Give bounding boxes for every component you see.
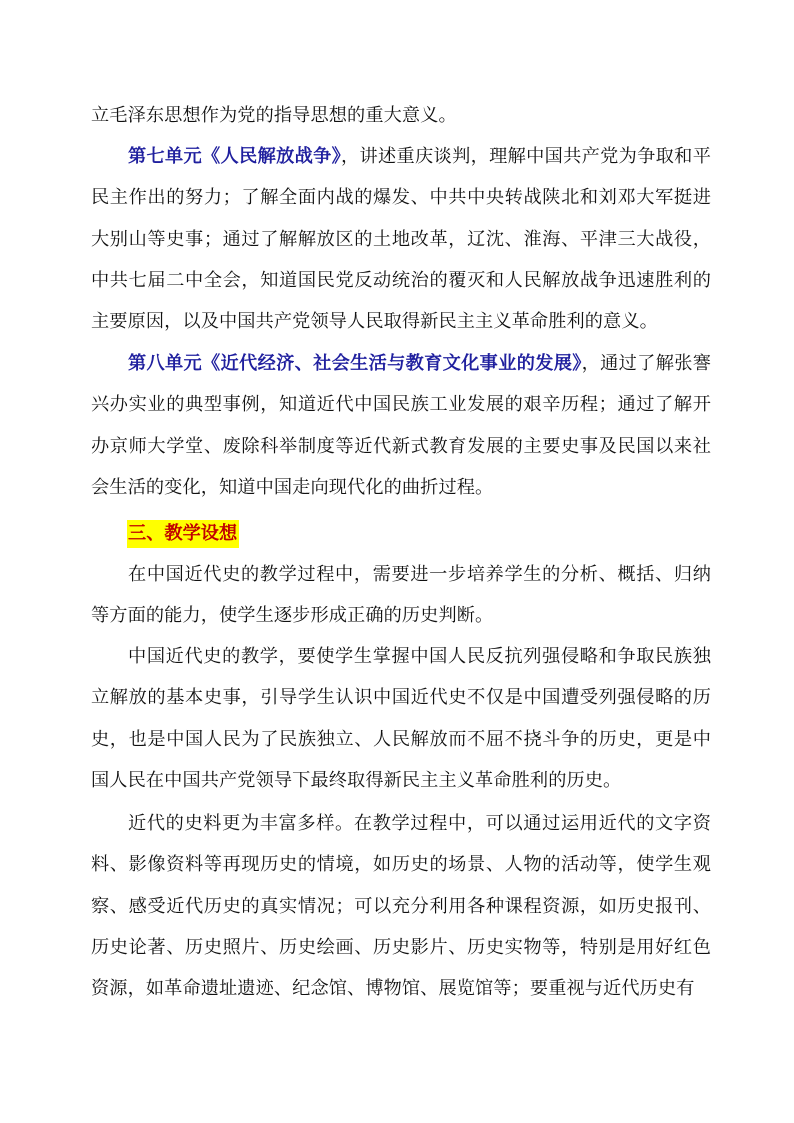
unit-seven-text: ，讲述重庆谈判，理解中国共产党为争取和平民主作出的努力；了解全面内战的爆发、中共中央转战陕北和刘邓大军挺进大别山等史事；通过了解解放区的土地改革，辽沈、淮海、平津三大战役，中共七届二中全会，知道国民党反动统治的覆灭和人民解放战争迅速胜利的主要原因，以及中国共产党领导人民取得新民主主义革命胜利的意义。 [91, 146, 711, 333]
paragraph-historical-sources: 近代的史料更为丰富多样。在教学过程中，可以通过运用近代的文字资料、影像资料等再现历史的情境，如历史的场景、人物的活动等，使学生观察、感受近代历史的真实情况；可以充分利用各种课程资源，如历史报刊、历史论著、历史照片、历史绘画、历史影片、历史实物等，特别是用好红色资源，如革命遗址遗迹、纪念馆、博物馆、展览馆等；要重视与近代历史有 [91, 813, 711, 1000]
paragraph-modern-history-teaching: 中国近代史的教学，要使学生掌握中国人民反抗列强侵略和争取民族独立解放的基本史事，引导学生认识中国近代史不仅是中国遭受列强侵略的历史，也是中国人民为了民族独立、人民解放而不屈不挠斗争的历史，更是中国人民在中国共产党领导下最终取得新民主主义革命胜利的历史。 [91, 646, 711, 791]
paragraph-unit-eight [91, 343, 711, 508]
unit-eight-heading: 第八单元《近代经济、社会生活与教育文化事业的发展》 [128, 353, 582, 374]
paragraph-continuation: 立毛泽东思想作为党的指导思想的重大意义。 [91, 105, 457, 126]
section-heading-teaching-ideas: 三、教学设想 [127, 520, 239, 548]
paragraph-teaching-process: 在中国近代史的教学过程中，需要进一步培养学生的分析、概括、归纳等方面的能力，使学生逐步形成正确的历史判断。 [91, 564, 711, 627]
paragraph-unit-seven [91, 136, 711, 342]
unit-eight-text: ，通过了解张謇兴办实业的典型事例，知道近代中国民族工业发展的艰辛历程；通过了解开办京师大学堂、废除科举制度等近代新式教育发展的主要史事及民国以来社会生活的变化，知道中国走向现代化的曲折过程。 [91, 353, 712, 498]
unit-seven-heading: 第七单元《人民解放战争》 [128, 146, 342, 167]
